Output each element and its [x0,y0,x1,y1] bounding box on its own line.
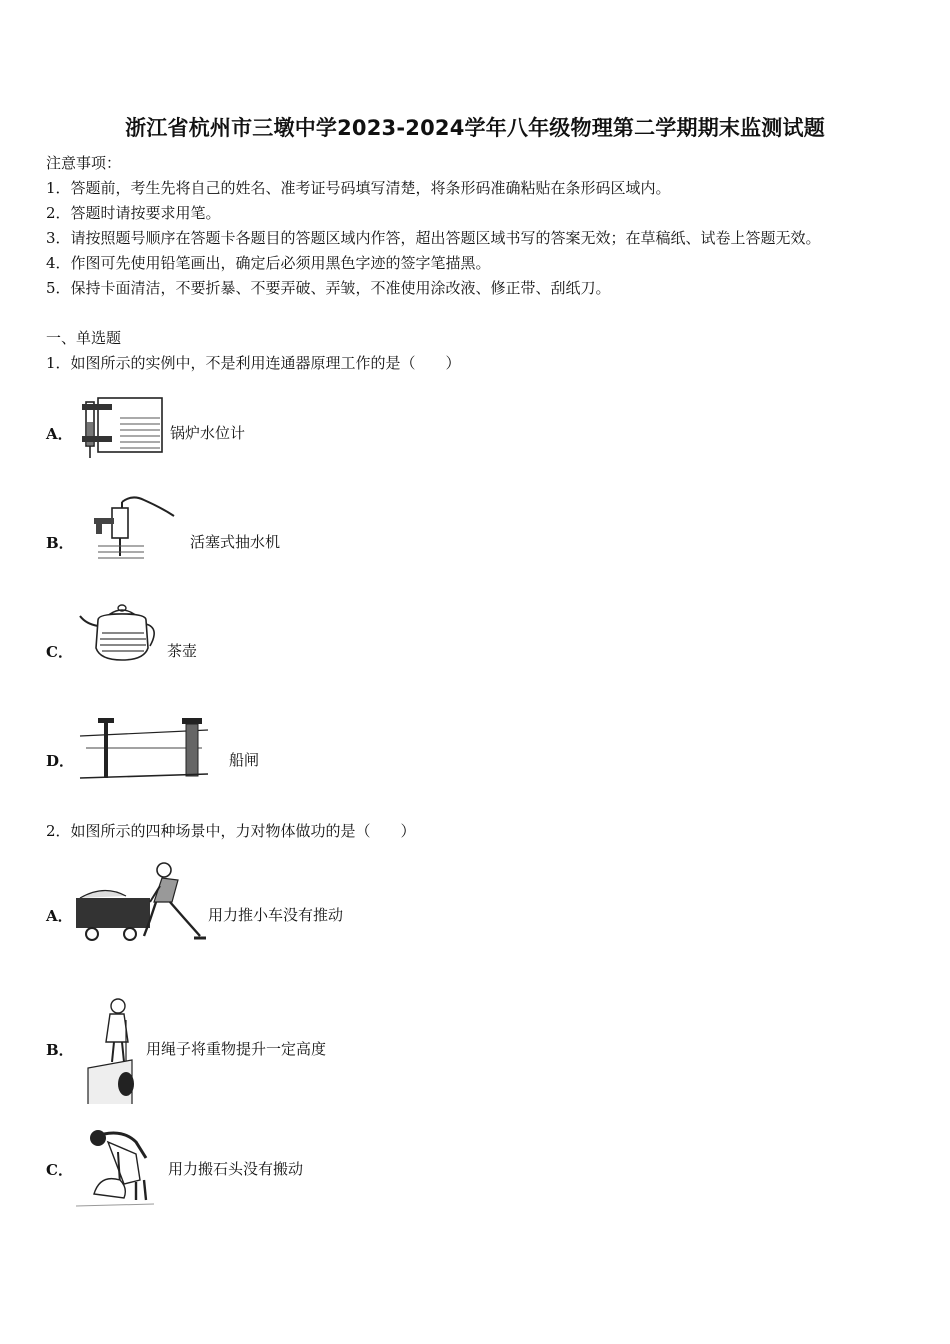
q1-option-b-text: 活塞式抽水机 [190,533,281,551]
piston-pump-icon [82,494,182,566]
boiler-water-gauge-icon [80,392,166,462]
notice-item: 1．答题前，考生先将自己的姓名、准考证号码填写清楚，将条形码准确粘贴在条形码区域内。 [46,179,671,197]
q2-option-b-text: 用绳子将重物提升一定高度 [146,1040,327,1058]
q1-option-d-text: 船闸 [229,751,260,769]
q1-option-c-text: 茶壶 [167,642,198,660]
q1-option-a-text: 锅炉水位计 [170,424,246,442]
question-2-stem: 2．如图所示的四种场景中，力对物体做功的是（ ） [46,822,416,840]
pushing-cart-icon [74,858,208,944]
lifting-weight-icon [84,996,144,1104]
q2-option-c-letter: C． [46,1161,73,1179]
q1-option-c-letter: C． [46,643,73,661]
teapot-icon [78,602,164,666]
notice-item: 2．答题时请按要求用笔。 [46,204,221,222]
notice-item: 3．请按照题号顺序在答题卡各题目的答题区域内作答，超出答题区域书写的答案无效；在草稿纸、试卷上答题无效。 [46,229,821,247]
notice-item: 5．保持卡面清洁，不要折暴、不要弄破、弄皱，不准使用涂改液、修正带、刮纸刀。 [46,279,611,297]
notice-item: 4．作图可先使用铅笔画出，确定后必须用黑色字迹的签字笔描黑。 [46,254,491,272]
q2-option-a-letter: A． [46,907,73,925]
q1-option-d-letter: D． [46,752,75,770]
q2-option-c-text: 用力搬石头没有搬动 [168,1160,304,1178]
question-1-stem: 1．如图所示的实例中，不是利用连通器原理工作的是（ ） [46,354,461,372]
q2-option-b-letter: B． [46,1041,74,1059]
ship-lock-icon [78,712,218,782]
notice-heading: 注意事项： [46,154,122,172]
q2-option-a-text: 用力推小车没有推动 [208,906,344,924]
q1-option-a-letter: A． [46,425,73,443]
lifting-stone-icon [74,1124,160,1212]
section-heading: 一、单选题 [46,329,122,347]
page-title: 浙江省杭州市三墩中学2023-2024学年八年级物理第二学期期末监测试题 [125,116,825,140]
q1-option-b-letter: B． [46,534,74,552]
